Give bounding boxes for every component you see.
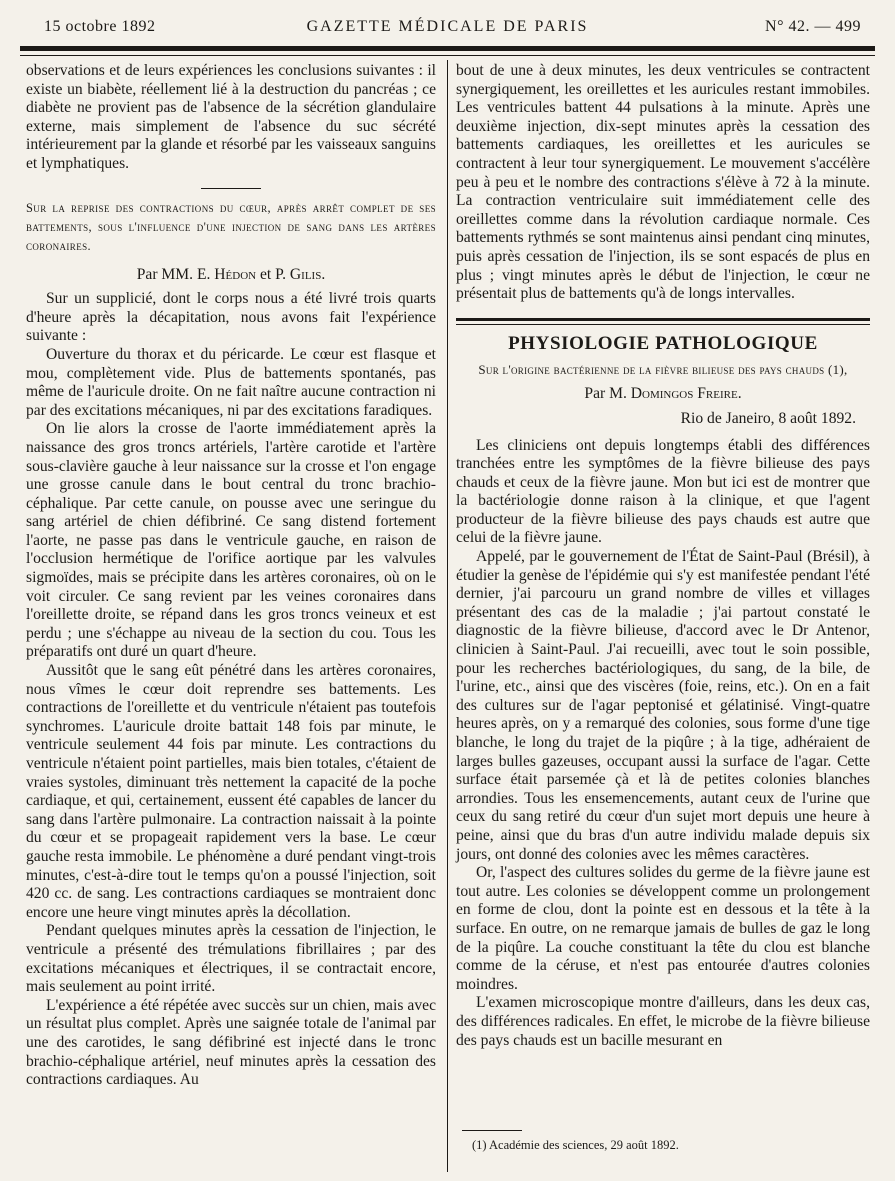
left-column [26, 62, 436, 1090]
author-name: Gilis [289, 265, 322, 283]
header-rule-thin [20, 55, 875, 56]
body-paragraph: Ouverture du thorax et du péricarde. Le cœur est flasque et mou, complètement vide. Plus de battements spontanés, pas même de l'auricule droite. On ne fait naître aucune contraction ni par des excitations mécaniques, ni par des excitations faradiques. [26, 345, 436, 419]
byline-mid: et P. [256, 265, 290, 283]
right-column [456, 62, 870, 1050]
continued-paragraph: bout de une à deux minutes, les deux ventricules se contractent synergiquement, les oreillettes et les auricules restant immobiles. Les ventricules battent 44 pulsations à la minute. Après une deuxième injection, dix-sept minutes après la cessation des battements cardiaques, les oreillettes et les auricules se contractent à leur tour synergiquement. Le mouvement s'accélère peu à peu et le nombre des contractions s'élève à 72 à la minute. La contraction ventriculaire suit immédiatement celle des oreillettes comme dans la révolution cardiaque normale. Ces battements rythmés se sont maintenus ainsi pendant cinq minutes, puis après cessation de l'injection, ils se sont espacés de plus en plus ; vingt minutes après le début de l'injection, le cœur ne présentait plus de battements qu'à de longs intervalles. [456, 62, 870, 303]
article-title: Sur la reprise des contractions du cœur, après arrêt complet de ses battements, sous l'influence d'une injection de sang dans les artères coronaires. [26, 200, 436, 253]
body-paragraph: On lie alors la crosse de l'aorte immédiatement après la naissance des gros troncs artériels, l'artère carotide et l'artère sous-clavière gauche à leur naissance sur la crosse et l'on engage une grosse canule dans le bout central du tronc brachio-céphalique. Par cette canule, on pousse avec une seringue du sang artériel de chien défibriné. Ce sang distend fortement l'aorte, ne passe pas dans le ventricule gauche, en raison de l'occlusion hermétique de l'orifice aortique par les valvules sigmoïdes, mais se précipite dans les artères coronaires, où on le voit circuler. Ce sang revient par les veines coronaires dans l'oreillette droite, se répand dans les gros troncs veineux et est perdu ; une s'échappe au niveau de la section du cou. Tous les préparatifs ont duré un quart d'heure. [26, 420, 436, 661]
section-title: PHYSIOLOGIE PATHOLOGIQUE [508, 332, 818, 354]
header-rule-thick [20, 46, 875, 51]
body-paragraph: Sur un supplicié, dont le corps nous a été livré trois quarts d'heure après la décapitation, nous avons fait l'expérience suivante : [26, 290, 436, 345]
body-paragraph: L'expérience a été répétée avec succès sur un chien, mais avec un résultat plus complet. Après une saignée totale de l'animal par une des carotides, le sang défibriné est injecté dans le tronc brachio-céphalique artériel, neuf minutes après la cessation des contractions cardiaques. Au [26, 996, 436, 1089]
footnote: (1) Académie des sciences, 29 août 1892. [472, 1138, 679, 1152]
article-title: Sur l'origine bactérienne de la fièvre bilieuse des pays chauds (1), [478, 362, 848, 378]
body-paragraph: Pendant quelques minutes après la cessation de l'injection, le ventricule a présenté des trémulations fibrillaires ; par des excitations mécaniques et électriques, il se contractait encore, mais seulement au point irrité. [26, 922, 436, 996]
byline-suffix: . [321, 265, 326, 283]
dateline: Rio de Janeiro, 8 août 1892. [680, 409, 856, 427]
body-paragraph: L'examen microscopique montre d'ailleurs, dans les deux cas, des différences radicales. En effet, le microbe de la fièvre bilieuse des pays chauds est un bacille mesurant en [456, 994, 870, 1049]
journal-title: GAZETTE MÉDICALE DE PARIS [306, 18, 589, 35]
body-paragraph: Aussitôt que le sang eût pénétré dans les artères coronaires, nous vîmes le cœur doit reprendre ses battements. Les contractions de l'oreillette et du ventricule n'étaient pas toutefois synchromes. L'auricule droite battait 148 fois par minute, le ventricule seulement 44 fois par minute. Les contractions du ventricule n'étaient point partielles, mais bien totales, c'étaient de vraies systoles, diminuant très nettement la capacité de la poche cardiaque, et qui, certainement, eussent été capables de lancer du sang dans l'artère pulmonaire. La contraction naissait à la pointe du cœur et se propageait rapidement vers la base. Le cœur gauche resta immobile. Le phénomène a duré pendant vingt-trois minutes, c'est-à-dire tout le temps qu'on a poussé l'injection, soit 420 cc. de sang. Les contractions cardiaques se montraient donc encore une heure vingt minutes après la décollation. [26, 662, 436, 921]
article-divider [201, 188, 261, 189]
article-byline [26, 266, 436, 285]
body-paragraph: Appelé, par le gouvernement de l'État de Saint-Paul (Brésil), à étudier la genèse de l'épidémie qui s'y est manifestée pendant l'été dernier, j'ai parcouru un grand nombre de villes et villages présentant des cas de la maladie ; j'ai partout constaté le diagnostic de la fièvre bilieuse, d'accord avec le Dr Antenor, clinicien à Saint-Paul. J'ai recueilli, avec tout le soin possible, pour les recherches bactériologiques, du sang, de la bile, de l'urine, etc., ainsi que des viscères (foie, reins, etc.). On en a fait des cultures sur de l'agar peptonisé et gélatinisé. Vingt-quatre heures après, on y a remarqué des colonies, sous forme d'une tige blanche, le long du trajet de la piqûre ; à la tige, adhéraient de larges bulles gazeuses, occupant aussi la surface de l'agar. Cette surface était parsemée çà et là de petites colonies blanches arrondies. Tous les ensemencements, autant ceux de l'urine que ceux du sang retiré du cœur d'un sujet mort depuis une heure à peine, ainsi que du bras d'un autre individu malade depuis six jours, ont donné des colonies avec les mêmes caractères. [456, 548, 870, 863]
author-name: Hédon [214, 265, 257, 283]
body-paragraph: Or, l'aspect des cultures solides du germe de la fièvre jaune est tout autre. Les colonies se développent comme un prolongement en forme de clou, dont la pointe est en dessous et la tête à la surface. En outre, on ne remarque jamais de bulles de gaz le long de la piqûre. La couche constituant la tête du clou est blanche comme de la céruse, et n'est pas entourée d'autres colonies moindres. [456, 864, 870, 993]
running-header [20, 14, 875, 36]
author-name: Domingos Freire [630, 385, 738, 403]
issue-page-number: N° 42. — 499 [765, 18, 861, 35]
article-byline [456, 385, 870, 404]
byline-prefix: Par M. [584, 385, 631, 403]
continued-paragraph: observations et de leurs expériences les conclusions suivantes : il existe un biabète, réellement lié à la destruction du pancréas ; ce diabète ne provient pas de l'absence de la sécrétion glandulaire externe, mais simplement de l'absence du suc sécrété intérieurement par la glande et résorbé par les vaisseaux sanguins et lymphatiques. [26, 62, 436, 172]
byline-prefix: Par MM. E. [136, 265, 215, 283]
header-date: 15 octobre 1892 [44, 18, 156, 35]
column-separator [447, 60, 448, 1172]
section-divider [456, 318, 870, 325]
footnote-rule [462, 1130, 522, 1131]
byline-suffix: . [737, 385, 742, 403]
body-paragraph: Les cliniciens ont depuis longtemps établi des différences tranchées entre les symptômes de la fièvre bilieuse des pays chauds et ceux de la fièvre jaune. Mon but ici est de montrer que la bactériologie donne raison à la clinique, et que l'agent producteur de la fièvre bilieuse des pays chauds est autre que celui de la fièvre jaune. [456, 436, 870, 547]
